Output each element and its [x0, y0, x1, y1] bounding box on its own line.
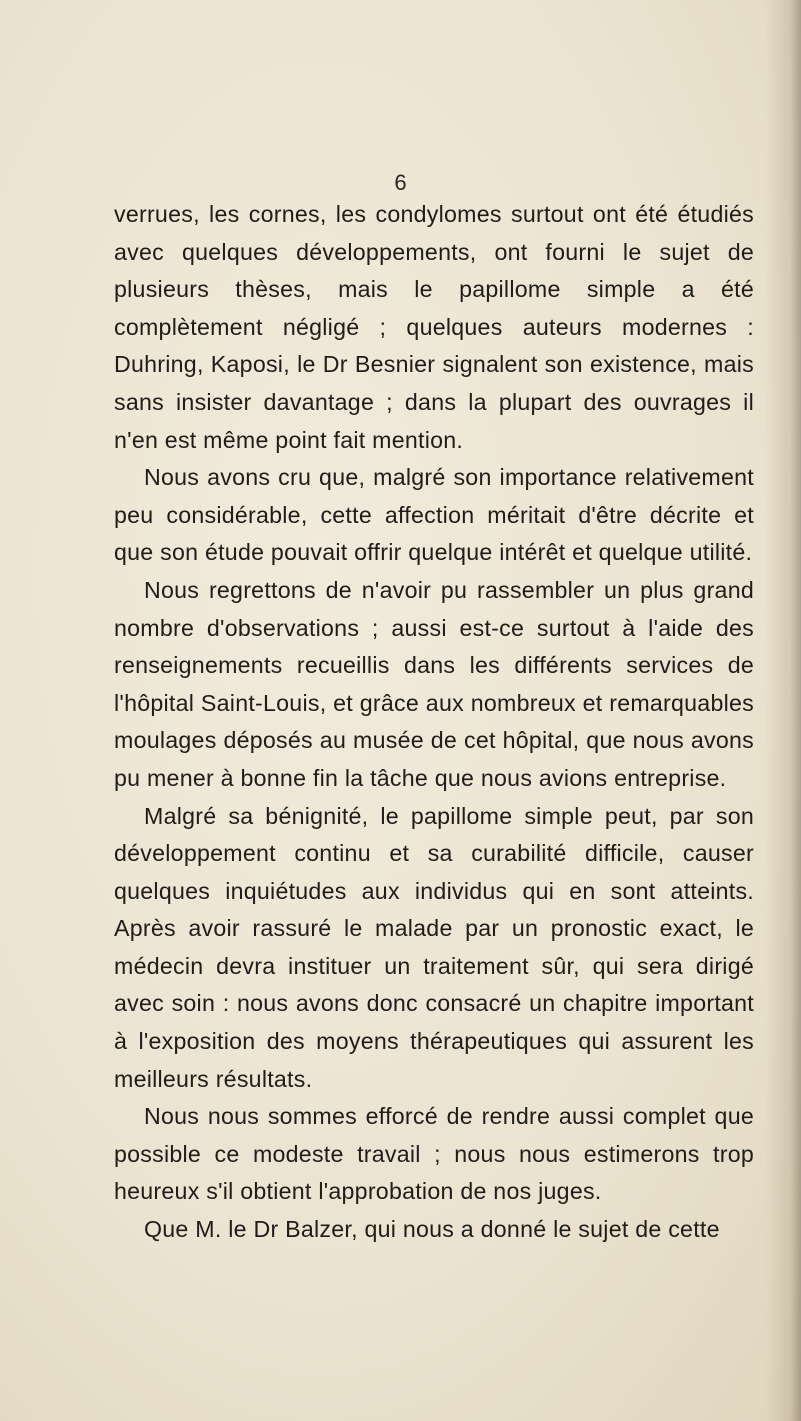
paragraph-continuation: verrues, les cornes, les condylomes surtout ont été étudiés avec quelques développements, ont fourni le sujet de plusieurs thèses, mais le papillome simple a été complètement négligé ; quelques auteurs modernes : Duhring, Kaposi, le Dr Besnier signalent son existence, mais sans insister davantage ; dans la plupart des ouvrages il n'en est même point fait mention.: [114, 201, 754, 453]
page-edge-shadow: [765, 0, 801, 1421]
paragraph-last: Que M. le Dr Balzer, qui nous a donné le sujet de cette: [144, 1216, 720, 1243]
body-text: [114, 196, 754, 1249]
page-number: 6: [394, 170, 407, 195]
paragraph: Nous regrettons de n'avoir pu rassembler un plus grand nombre d'observations ; aussi est-ce surtout à l'aide des renseignements recueillis dans les différents services de l'hôpital Saint-Louis, et grâce aux nombreux et remarquables moulages déposés au musée de cet hôpital, que nous avons pu mener à bonne fin la tâche que nous avions entreprise.: [114, 576, 754, 791]
paragraph: Malgré sa bénignité, le papillome simple peut, par son développement continu et sa curabilité difficile, causer quelques inquiétudes aux individus qui en sont atteints. Après avoir rassuré le malade par un pronostic exact, le médecin devra instituer un traitement sûr, qui sera dirigé avec soin : nous avons donc consacré un chapitre important à l'exposition des moyens thérapeutiques qui assurent les meilleurs résultats.: [114, 802, 754, 1092]
paragraph: Nous nous sommes efforcé de rendre aussi complet que possible ce modeste travail ; nous nous estimerons trop heureux s'il obtient l'approbation de nos juges.: [114, 1103, 754, 1205]
paragraph: Nous avons cru que, malgré son importance relativement peu considérable, cette affection méritait d'être décrite et que son étude pouvait offrir quelque intérêt et quelque utilité.: [114, 464, 754, 566]
